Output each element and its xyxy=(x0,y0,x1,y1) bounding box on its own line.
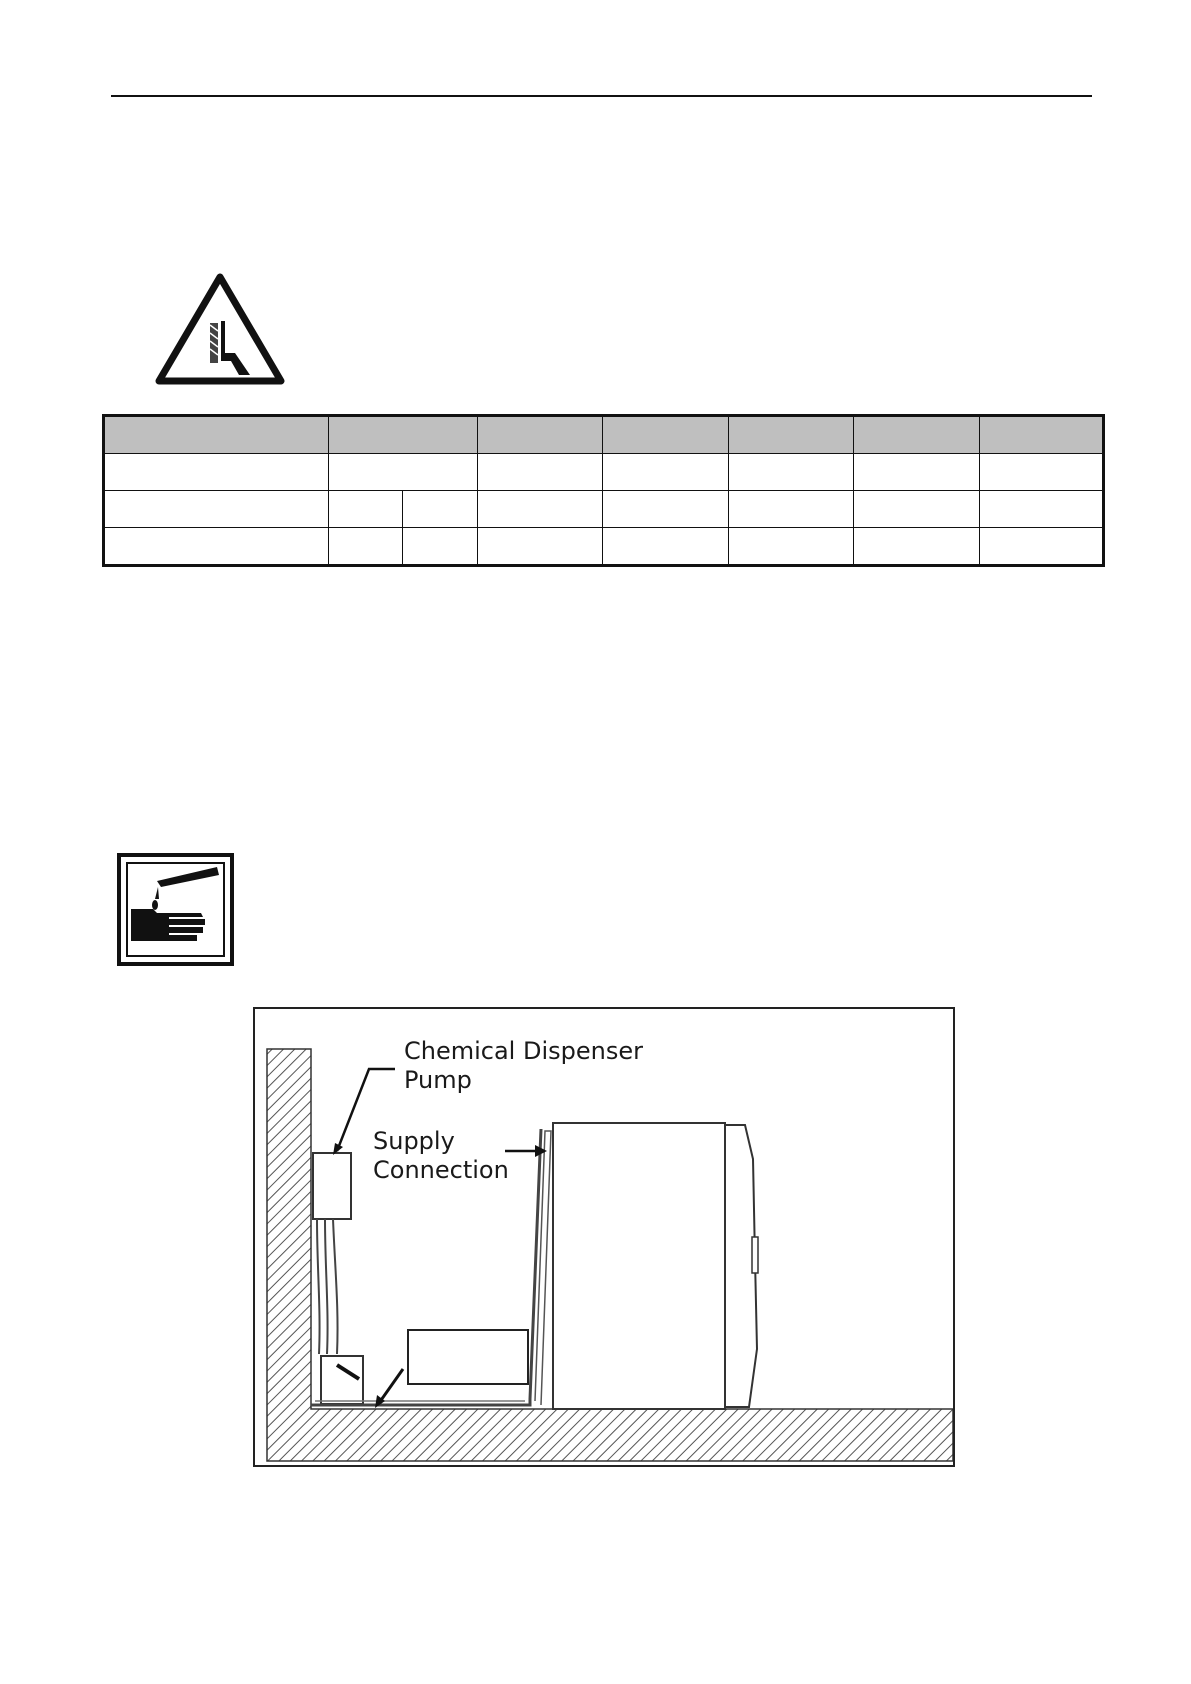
table-cell xyxy=(478,454,603,491)
table-cell xyxy=(854,528,980,566)
chemical-dispenser-label-line1: Chemical Dispenser xyxy=(404,1037,643,1065)
table-cell xyxy=(980,454,1104,491)
supply-connection-label xyxy=(373,1127,509,1185)
table-cell xyxy=(729,416,854,454)
header-rule xyxy=(111,95,1092,97)
table-row xyxy=(104,454,1104,491)
table-cell xyxy=(980,416,1104,454)
table-cell xyxy=(329,491,403,528)
table-row xyxy=(104,491,1104,528)
table-cell xyxy=(603,416,729,454)
table-cell xyxy=(104,528,329,566)
table-cell xyxy=(729,528,854,566)
table-cell xyxy=(478,491,603,528)
pinch-hazard-warning-icon xyxy=(155,273,285,386)
table-cell xyxy=(603,454,729,491)
table-header-row xyxy=(104,416,1104,454)
table-cell xyxy=(329,416,478,454)
chemical-container xyxy=(321,1356,363,1404)
table-cell xyxy=(104,454,329,491)
table-cell xyxy=(729,454,854,491)
table-cell xyxy=(478,528,603,566)
table-cell xyxy=(403,491,478,528)
table-cell xyxy=(854,454,980,491)
table-cell xyxy=(478,416,603,454)
machine-body xyxy=(553,1123,758,1409)
table-cell xyxy=(329,528,403,566)
spec-table xyxy=(102,414,1105,567)
container-leader-line xyxy=(379,1369,403,1403)
chemical-dispenser-label-line2: Pump xyxy=(404,1066,472,1094)
table-cell xyxy=(729,491,854,528)
table-cell xyxy=(403,528,478,566)
table-cell xyxy=(980,528,1104,566)
table-row xyxy=(104,528,1104,566)
table-cell xyxy=(104,416,329,454)
table-cell xyxy=(603,528,729,566)
blank-callout-box xyxy=(407,1329,529,1385)
corrosive-hazard-icon xyxy=(117,853,234,966)
supply-connection-label-line1: Supply xyxy=(373,1127,455,1155)
table-cell xyxy=(603,491,729,528)
chemical-dispenser-pump-label xyxy=(404,1037,643,1095)
supply-connection-label-line2: Connection xyxy=(373,1156,509,1184)
installation-figure xyxy=(253,1007,955,1467)
table-cell xyxy=(329,454,478,491)
table-cell xyxy=(854,491,980,528)
table-cell xyxy=(980,491,1104,528)
table-cell xyxy=(854,416,980,454)
dispenser-pump-box xyxy=(313,1153,351,1219)
table-cell xyxy=(104,491,329,528)
